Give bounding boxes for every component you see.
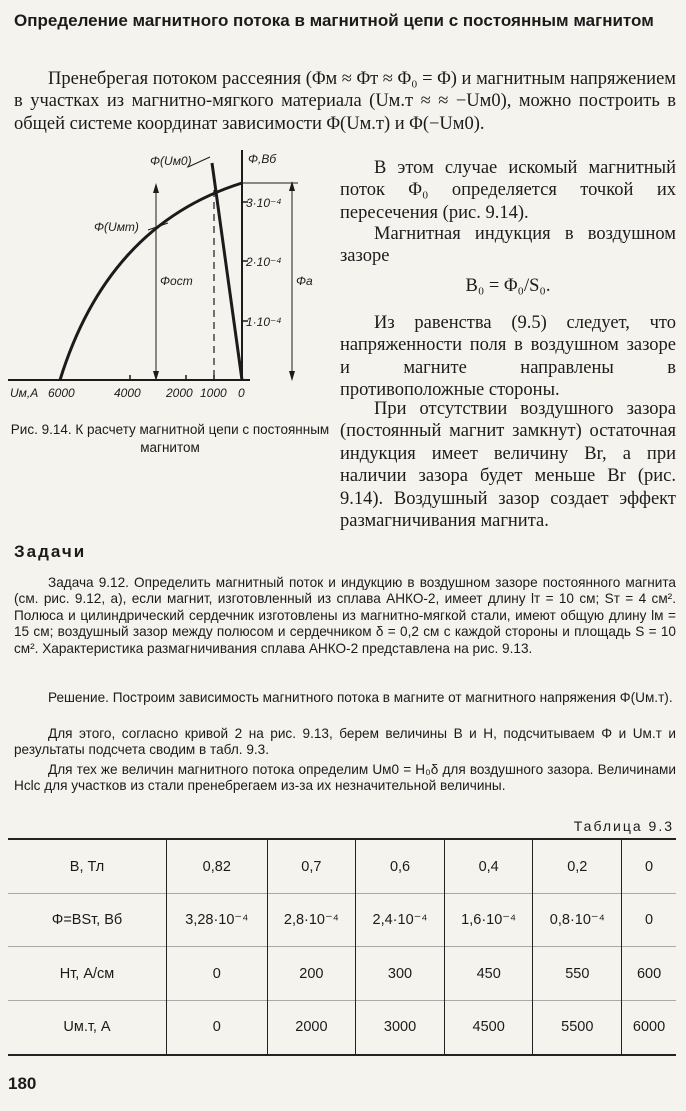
table-cell: 600 [622,947,676,1000]
row-label: Uм.т, А [8,1000,167,1055]
y-tick-2: 2·10⁻⁴ [246,255,282,269]
table-9-3 [8,838,676,1056]
x-axis-label: Uм,А [10,386,39,400]
table-cell: 0 [622,839,676,894]
table-row [8,894,676,947]
line-phi-um0 [212,163,242,380]
x-tick-0: 0 [238,386,245,400]
paragraph-curve: Для этого, согласно кривой 2 на рис. 9.13, берем величины B и H, подсчитываем Φ и Uм.т и результаты подсчета сводим в табл. 9.3. [14,726,676,758]
table-cell: 4500 [444,1000,533,1055]
curve-phi-umt [60,183,242,380]
table-cell: 0,7 [267,839,356,894]
table-cell: 0 [167,947,268,1000]
row-label: Hт, А/см [8,947,167,1000]
table-cell: 0,6 [356,839,445,894]
x-tick-2000: 2000 [166,386,193,400]
table-cell: 550 [533,947,622,1000]
paragraph-induction: Магнитная индукция в воздушном зазоре [340,224,676,267]
label-phi-a: Φa [296,274,313,288]
table-cell: 2,8·10⁻⁴ [267,894,356,947]
table-cell: 3000 [356,1000,445,1055]
label-phi-ost: Φост [160,274,193,288]
page-number: 180 [8,1074,37,1093]
table-cell: 1,6·10⁻⁴ [444,894,533,947]
intro-paragraph: Пренебрегая потоком рассеяния (Φм ≈ Φт ≈ Φ₀ = Φ) и магнитным напряжением в участках из магнитно-мягкого материала (Uм.т ≈ ≈ −Uм0), можно построить в общей системе координат зависимости Φ(Uм.т) и Φ(−Uм0). [14,69,676,134]
paragraph-point: В этом случае искомый магнитный поток Φ₀ определяется точкой их пересечения (рис. 9.14). [340,158,676,223]
label-phi-wb: Φ,Вб [248,152,277,166]
paragraph-absence: При отсутствии воздушного зазора (постоянный магнит замкнут) остаточная индукция имеет величину Br, а при наличии зазора будет меньше Br (рис. 9.14). Воздушный зазор создает эффект размагничивания магнита. [340,399,676,532]
equation-b0: B₀ = Φ₀/S₀. [465,276,551,296]
paragraph-absence-a [340,398,676,532]
table-cell: 2000 [267,1000,356,1055]
row-label: B, Тл [69,858,105,875]
x-tick-4000: 4000 [114,386,141,400]
table-row [8,1000,676,1055]
table-caption: Таблица 9.3 [573,818,674,834]
y-tick-1: 1·10⁻⁴ [246,315,282,329]
table-cell: 2,4·10⁻⁴ [356,894,445,947]
table-cell: 3,28·10⁻⁴ [167,894,268,947]
y-tick-3: 3·10⁻⁴ [246,196,282,210]
paragraph-same: Для тех же величин магнитного потока определим Uм0 = H₀δ для воздушного зазора. Величинами Hсlс для участков из стали пренебрегаем из-за их незначительной величины. [14,762,676,794]
table-cell: 6000 [622,1000,676,1055]
table-cell: 0 [167,1000,268,1055]
table-cell: 0,4 [444,839,533,894]
table-cell: 300 [356,947,445,1000]
solution-paragraph: Решение. Построим зависимость магнитного потока в магните от магнитного напряжения Φ(Uм.т). [48,690,673,705]
x-tick-6000: 6000 [48,386,75,400]
section-title: Определение магнитного потока в магнитной цепи с постоянным магнитом [14,11,654,30]
table-cell: 5500 [533,1000,622,1055]
table-cell: 0,82 [167,839,268,894]
table-cell: 450 [444,947,533,1000]
label-phi-um0: Φ(Uм0) [150,154,192,168]
figure-caption: Рис. 9.14. К расчету магнитной цепи с постоянным магнитом [10,422,330,455]
label-phi-umt: Φ(Uмт) [94,220,139,234]
task-9-12: Задача 9.12. Определить магнитный поток и индукцию в воздушном зазоре постоянного магнита (см. рис. 9.12, а), если магнит, изготовленный из сплава АНКО-2, имеет длину lт = 10 см; Sт = 4 см². Полюса и цилиндрический сердечник изготовлены из магнитно-мягкой стали, имеют общую длину lм = 15 см; воздушный зазор между полюсом и сердечником δ = 0,2 см с каждой стороны и площадь S = 10 см². Характеристика размагничивания сплава АНКО-2 представлена на рис. 9.13. [14,575,676,656]
table-cell: 0,8·10⁻⁴ [533,894,622,947]
table-row [8,947,676,1000]
x-tick-1000: 1000 [200,386,227,400]
table-cell: 200 [267,947,356,1000]
figure-9-14 [8,145,318,415]
table-cell: 0,2 [533,839,622,894]
tasks-heading: Задачи [14,542,87,561]
paragraph-equality: Из равенства (9.5) следует, что напряженности поля в воздушном зазоре и магните направлены в противоположные стороны. [340,313,676,401]
table-row [8,839,676,894]
table-cell: 0 [622,894,676,947]
row-label: Φ=BSт, Вб [8,894,167,947]
